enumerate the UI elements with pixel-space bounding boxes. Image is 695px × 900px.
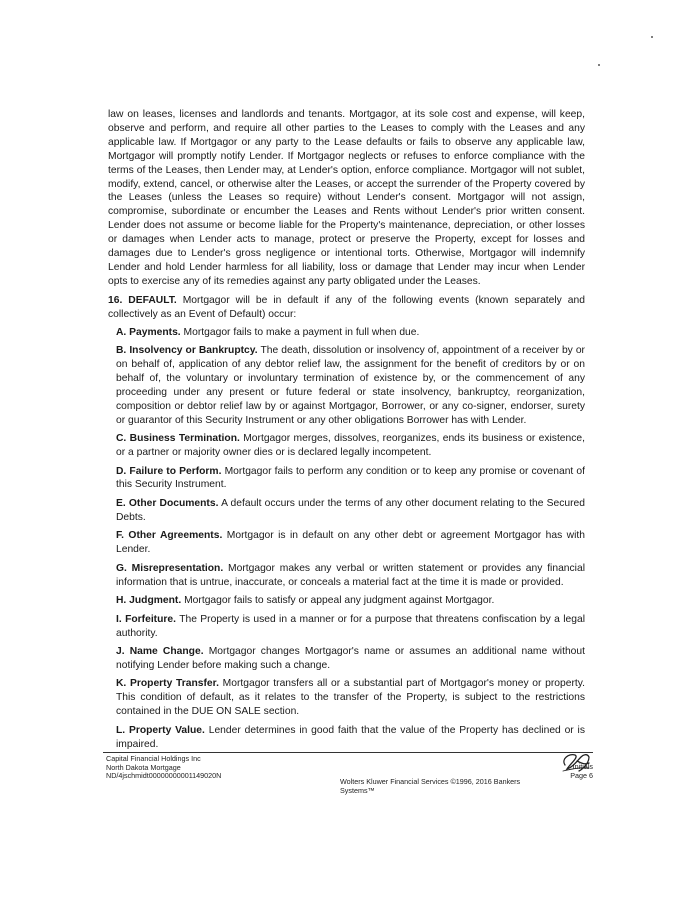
footer-form-name: North Dakota Mortgage [106, 762, 181, 772]
footer-identity [106, 755, 306, 781]
item-text: Mortgagor fails to make a payment in full when due. [183, 326, 420, 338]
page-number: Page 6 [570, 770, 593, 780]
default-section-intro [108, 294, 585, 322]
item-label: A. Payments. [116, 326, 181, 338]
item-label: G. Misrepresentation. [116, 562, 224, 574]
initials-signature-icon [559, 751, 593, 775]
item-text: Mortgagor is in default on any other debt or agreement Mortgagor has with Lender. [116, 530, 585, 556]
item-text: Mortgagor fails to perform any condition or to keep any promise or covenant of this Security Instrument. [116, 465, 585, 491]
default-item-name-change [116, 645, 585, 673]
default-item-judgment [116, 594, 585, 608]
item-text: The Property is used in a manner or for a purpose that threatens confiscation by a legal authority. [116, 613, 585, 639]
item-text: The death, dissolution or insolvency of, appointment of a receiver by or on behalf of, application of any debtor relief law, the assignment for the benefit of creditors by or on behalf of, the voluntary or involuntary termination of existence by, or the commencement of any proceeding under any present or future federal or state insolvency, bankruptcy, reorganization, composition or debtor relief law by or against Mortgagor, Borrower, or any co-signer, endorser, surety or guarantor of this Security Instrument or any other obligations Borrower has with Lender. [116, 345, 585, 426]
default-item-insolvency [116, 344, 585, 427]
default-item-other-agreements [116, 529, 585, 557]
scan-speck [651, 36, 653, 38]
default-item-property-value [116, 724, 585, 752]
item-text: Mortgagor makes any verbal or written statement or provides any financial information that is untrue, inaccurate, or conceals a material fact at the time it is made or provided. [116, 562, 585, 588]
default-item-payments [116, 326, 585, 340]
leases-paragraph: law on leases, licenses and landlords and tenants. Mortgagor, at its sole cost and expense, will keep, observe and perform, and require all other parties to the Leases to comply with the Leases and any applicable law. If Mortgagor or any party to the Lease defaults or fails to observe any applicable law, Mortgagor will promptly notify Lender. If Mortgagor neglects or refuses to enforce compliance with the terms of the Leases, then Lender may, at Lender's option, enforce compliance. Mortgagor will not sublet, modify, extend, cancel, or otherwise alter the Leases, or accept the surrender of the Property covered by the Leases (unless the Leases so require) without Lender's consent. Mortgagor will not assign, compromise, subordinate or encumber the Leases and Rents without Lender's prior written consent. Lender does not assume or become liable for the Property's maintenance, depreciation, or other losses or damages when Lender acts to manage, protect or preserve the Property, except for losses and damages due to Lender's gross negligence or intentional torts. Otherwise, Mortgagor will indemnify Lender and hold Lender harmless for all liability, loss or damage that Lender may incur when Lender opts to exercise any of its remedies against any party obligated under the Leases. [108, 109, 585, 287]
item-text: A default occurs under the terms of any other document relating to the Secured Debts. [116, 497, 586, 523]
item-text: Mortgagor changes Mortgagor's name or assumes an additional name without notifying Lender before making such a change. [116, 646, 585, 671]
default-item-property-transfer [116, 677, 585, 719]
item-label: I. Forfeiture. [116, 613, 176, 625]
footer-document-id: ND/4jschmidt00000000001149020N [106, 771, 222, 781]
default-item-other-documents [116, 497, 585, 525]
initials-label: Initials [572, 762, 593, 771]
item-text: Lender determines in good faith that the value of the Property has declined or is impaired. [116, 724, 585, 750]
item-label: H. Judgment. [116, 595, 182, 607]
page-footer [103, 752, 593, 795]
section-heading: 16. DEFAULT. [108, 294, 177, 306]
footer-company: Capital Financial Holdings Inc [106, 754, 201, 763]
section-text: Mortgagor will be in default if any of the following events (known separately and collectively as an Event of Default) occur: [108, 294, 585, 320]
item-label: F. Other Agreements. [116, 530, 223, 542]
item-label: J. Name Change. [116, 646, 204, 658]
default-item-misrepresentation [116, 562, 585, 590]
item-label: K. Property Transfer. [116, 678, 219, 690]
footer-copyright: Wolters Kluwer Financial Services ©1996, 2016 Bankers Systems™ [340, 777, 521, 795]
item-label: L. Property Value. [116, 724, 205, 736]
item-label: B. Insolvency or Bankruptcy. [116, 345, 258, 357]
default-item-business-termination [116, 432, 585, 460]
item-label: C. Business Termination. [116, 433, 240, 445]
default-item-failure-to-perform [116, 465, 585, 493]
item-label: D. Failure to Perform. [116, 465, 222, 477]
item-text: Mortgagor merges, dissolves, reorganizes, ends its business or existence, or a partner or majority owner dies or is declared legally incompetent. [116, 433, 585, 459]
document-body [108, 108, 585, 756]
item-text: Mortgagor transfers all or a substantial part of Mortgagor's money or property. This condition of default, as it relates to the transfer of the Property, is subject to the restrictions contained in the DUE ON SALE section. [116, 678, 586, 718]
default-item-forfeiture [116, 613, 585, 641]
scan-speck [598, 64, 600, 66]
item-label: E. Other Documents. [116, 497, 219, 509]
item-text: Mortgagor fails to satisfy or appeal any judgment against Mortgagor. [184, 595, 495, 607]
